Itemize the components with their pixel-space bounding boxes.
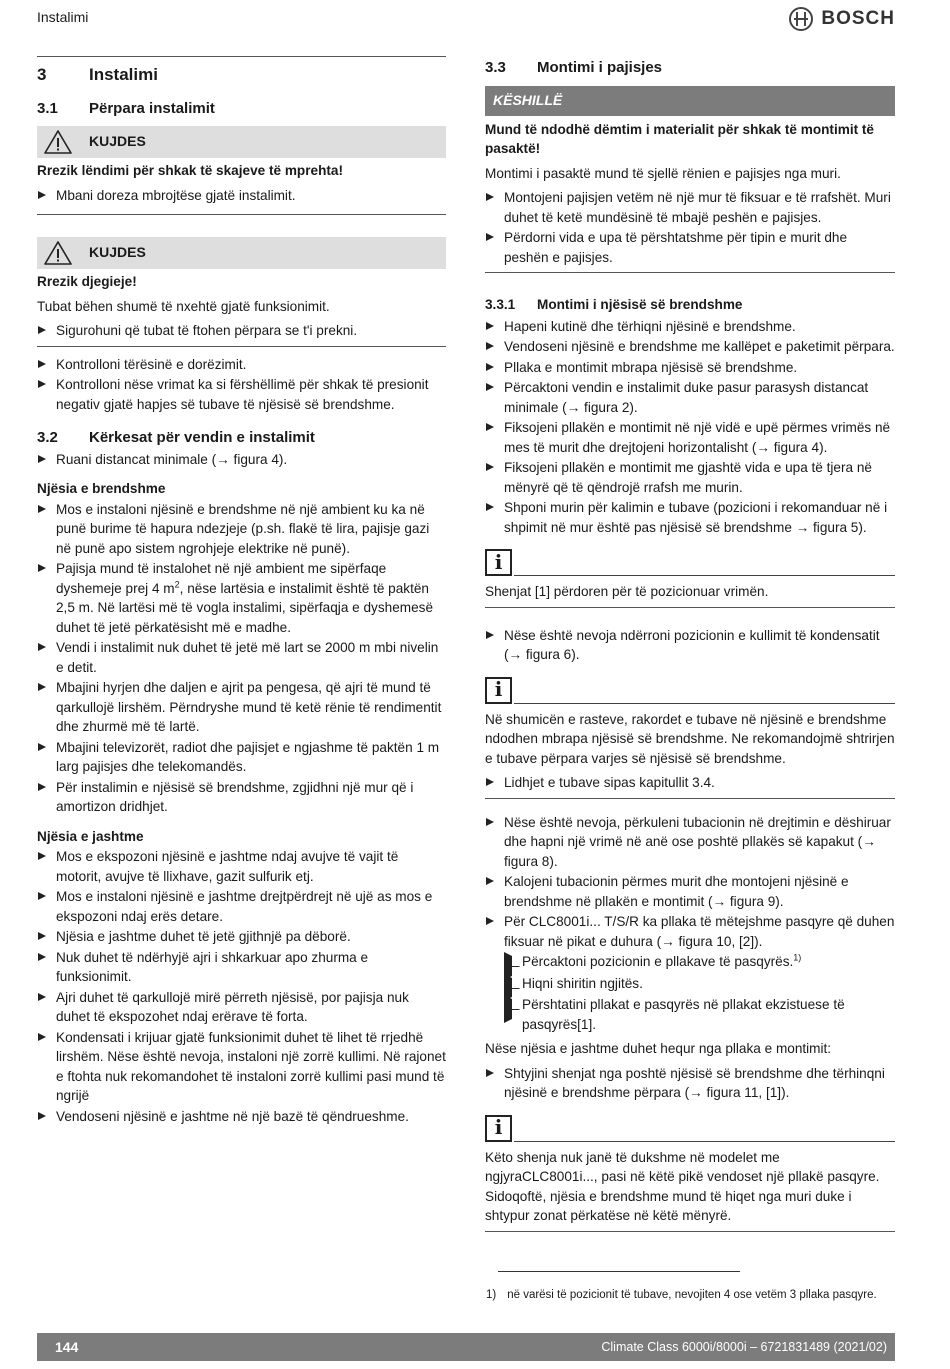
warning-triangle-icon [43, 240, 73, 266]
subsection-title: Kërkesat për vendin e instalimit [89, 429, 315, 446]
subsection-number: 3.3 [485, 59, 506, 76]
text-fragment: Për CLC8001i... T/S/R ka pllaka të mëtejshme pasqyre që duhen fiksuar në pikat e duhura (→ figura 10, [2]). [504, 914, 895, 949]
section-rule [37, 56, 446, 57]
page-number: 144 [55, 1339, 79, 1355]
warning-triangle-icon [43, 129, 73, 155]
list-item: Përdorni vida e upa të përshtatshme për tipin e murit dhe peshën e pajisjes. [485, 228, 895, 267]
dash-item: – Përshtatini pllakat e pasqyrës në pllakat ekzistuese të pasqyrës[1]. [504, 995, 895, 1034]
list-item: Nuk duhet të ndërhyjë ajri i shkarkuar apo zhurma e funksionimit. [37, 948, 446, 987]
mirror-steps [504, 952, 895, 1034]
list-item: Mos e ekspozoni njësinë e jashtme ndaj avujve të vajit të motorit, avujve të llixhave, gazit sulfurik etj. [37, 847, 446, 886]
notice-heading: Mund të ndodhë dëmtim i materialit për shkak të montimit të pasaktë! [485, 121, 874, 156]
list-item: Vendoseni njësinë e jashtme në një bazë të qëndrueshme. [37, 1107, 446, 1127]
bosch-logo [789, 7, 895, 31]
list-item: Lidhjet e tubave sipas kapitullit 3.4. [485, 773, 895, 793]
list-item: Ruani distancat minimale (→ figura 4). [37, 450, 446, 470]
notice-list [485, 188, 895, 267]
list-item: Kondensati i krijuar gjatë funksionimit duhet të lihet të rrjedhë lirshëm. Nëse është nevoja, instaloni një zorrë kullimi. Në rajonet e ftohta nuk rekomandohet të instaloni zorrë kullimi pasi mund të ngrijë [37, 1028, 446, 1106]
notice-banner: KËSHILLË [485, 86, 895, 116]
info-header [485, 549, 895, 576]
text-fragment: Pajisja mund të instalohet në një ambient me sipërfaqe dyshemeje prej 4 m [56, 561, 387, 596]
subsection-number: 3.1 [37, 99, 58, 117]
caution-list [37, 186, 446, 206]
info-header [485, 677, 895, 704]
subsubsection-title: Montimi i njësisë së brendshme [537, 297, 743, 312]
brand-name: BOSCH [821, 8, 895, 29]
footnote-rule [498, 1271, 740, 1272]
list-item: Ajri duhet të qarkullojë mirë përreth njësisë, por pajisja nuk duhet të ekspozohet ndaj erërave të forta. [37, 988, 446, 1027]
subsection-heading [485, 58, 895, 78]
list-item: Vendi i instalimit nuk duhet të jetë më lart se 2000 m mbi nivelin e detit. [37, 638, 446, 677]
caution-list [37, 321, 446, 341]
check-list [37, 355, 446, 415]
right-column [485, 58, 895, 1232]
subsection-title: Përpara instalimit [89, 99, 215, 117]
block-rule [485, 1231, 895, 1232]
list-item: Për instalimin e njësisë së brendshme, zgjidhni një mur që i amortizon dridhjet. [37, 778, 446, 817]
indoor-list [37, 500, 446, 817]
info-icon: i [485, 1115, 512, 1142]
drain-list [485, 626, 895, 665]
subsubsection-heading [485, 295, 895, 315]
caution-label: KUJDES [89, 244, 146, 261]
block-rule [485, 798, 895, 799]
list-item: Shponi murin për kalimin e tubave (pozicioni i rekomanduar në i shpimit në mur është pas njësisë së brendshme → figura 5). [485, 498, 895, 537]
list-item: Mbani doreza mbrojtëse gjatë instalimit. [37, 186, 446, 206]
list-item: Sigurohuni që tubat të ftohen përpara se t'i prekni. [37, 321, 446, 341]
info-text: Shenjat [1] përdoren për të pozicionuar vrimën. [485, 584, 769, 599]
piping-list [485, 813, 895, 1035]
info-list [485, 773, 895, 793]
list-item: Hapeni kutinë dhe tërhiqni njësinë e brendshme. [485, 317, 895, 337]
footnote-number: 1) [486, 1289, 497, 1301]
outdoor-heading: Njësia e jashtme [37, 828, 144, 844]
caution-banner [37, 126, 446, 158]
caution-heading: Rrezik lëndimi për shkak të skajeve të mprehta! [37, 163, 343, 178]
section-number: 3 [37, 65, 47, 84]
caution-banner [37, 237, 446, 269]
section-title: Instalimi [89, 65, 158, 84]
subsubsection-number: 3.3.1 [485, 297, 516, 312]
mounting-list [485, 317, 895, 538]
document-reference: Climate Class 6000i/8000i – 6721831489 (2021/02) [601, 1340, 887, 1354]
text-fragment: , nëse lartësia e instalimit është të paktën 2,5 m. Në lartësi më të vogla instalimi, sipërfaqja e dyshemesë duhet të jetë përkatësisht më e madhe. [56, 580, 434, 635]
list-item: Mos e instaloni njësinë e brendshme në një ambient ku ka në punë burime të hapura ndezjeje (p.sh. flakë të lira, pajisje gazi në punë apo sistem ngrohjeje elektrike në punë). [37, 500, 446, 559]
list-item: Mbajini hyrjen dhe daljen e ajrit pa pengesa, që ajri të mund të qarkullojë lirshëm. Përndryshe mund të ketë rënie të rendimentit dhe zhurmë më të lartë. [37, 678, 446, 737]
bosch-armature-icon [789, 7, 813, 31]
block-rule [37, 346, 446, 347]
footnote-ref: 1) [793, 952, 802, 963]
subsection-number: 3.2 [37, 429, 58, 446]
caution-label: KUJDES [89, 133, 146, 150]
info-rule [514, 703, 895, 704]
subsection-heading [37, 428, 446, 448]
list-item: Mos e instaloni njësinë e jashtme drejtpërdrejt në ujë as mos e ekspozoni ndaj erës detare. [37, 887, 446, 926]
list-item: Përcaktoni vendin e instalimit duke pasur parasysh distancat minimale (→ figura 2). [485, 378, 895, 417]
outdoor-list [37, 847, 446, 1126]
caution-text: Tubat bëhen shumë të nxehtë gjatë funksionimit. [37, 298, 330, 314]
list-item: Nëse është nevoja ndërroni pozicionin e kullimit të kondensatit (→ figura 6). [485, 626, 895, 665]
indoor-heading: Njësia e brendshme [37, 481, 166, 496]
left-column [37, 56, 446, 1131]
section-heading [37, 65, 446, 85]
block-rule [485, 607, 895, 608]
list-item: Shtyjini shenjat nga poshtë njësisë së brendshme dhe tërhinqni njësinë e brendshme përpara (→ figura 11, [1]). [485, 1064, 895, 1103]
dash-item: – Hiqni shiritin ngjitës. [504, 974, 895, 994]
list-item: Kontrolloni nëse vrimat ka si fërshëllimë për shkak të presionit negativ gjatë hapjes së tubave të njësisë së brendshme. [37, 375, 446, 414]
removal-text: Nëse njësia e jashtme duhet hequr nga pllaka e montimit: [485, 1041, 832, 1056]
superscript: 2 [174, 578, 180, 589]
requirements-list [37, 450, 446, 470]
list-item: Njësia e jashtme duhet të jetë gjithnjë pa dëborë. [37, 927, 446, 947]
list-item: Kalojeni tubacionin përmes murit dhe montojeni njësinë e brendshme në pllakën e montimit (→ figura 9). [485, 872, 895, 911]
info-icon: i [485, 549, 512, 576]
info-rule [514, 1141, 895, 1142]
list-item: Nëse është nevoja, përkuleni tubacionin në drejtimin e dëshiruar dhe hapni një vrimë në anë ose poshtë pllakës së kapakut (→ figura 8). [485, 813, 895, 872]
caution-heading: Rrezik djegieje! [37, 274, 137, 289]
list-item: Kontrolloni tërësinë e dorëzimit. [37, 355, 446, 375]
page-footer [37, 1333, 895, 1361]
subsection-heading [37, 99, 446, 119]
list-item: Mbajini televizorët, radiot dhe pajisjet e ngjashme të paktën 1 m larg pajisjes dhe telekomandës. [37, 738, 446, 777]
removal-list [485, 1064, 895, 1103]
footnote-text: në varësi të pozicionit të tubave, nevojiten 4 ose vetëm 3 pllaka pasqyre. [507, 1289, 877, 1301]
list-item: Montojeni pajisjen vetëm në një mur të fiksuar e të rrafshët. Muri duhet të ketë mundësinë të mbajë peshën e pajisjes. [485, 188, 895, 227]
text-fragment: Përcaktoni pozicionin e pllakave të pasqyrës. [522, 954, 794, 969]
footnote [486, 1289, 877, 1301]
info-icon: i [485, 677, 512, 704]
list-item [37, 559, 446, 637]
running-header: Instalimi [37, 9, 89, 25]
notice-text: Montimi i pasaktë mund të sjellë rënien e pajisjes nga muri. [485, 165, 841, 181]
subsection-title: Montimi i pajisjes [537, 59, 663, 76]
info-header [485, 1115, 895, 1142]
list-item: Vendoseni njësinë e brendshme me kallëpet e paketimit përpara. [485, 337, 895, 357]
block-rule [37, 214, 446, 215]
list-item: Fiksojeni pllakën e montimit në një vidë e upë përmes vrimës në mes të murit dhe drejtojeni horizontalisht (→ figura 4). [485, 418, 895, 457]
list-item [485, 912, 895, 1034]
dash-item [504, 952, 895, 972]
block-rule [485, 272, 895, 273]
list-item: Pllaka e montimit mbrapa njësisë së brendshme. [485, 358, 895, 378]
info-rule [514, 575, 895, 576]
list-item: Fiksojeni pllakën e montimit me gjashtë vida e upa të tjera në mënyrë që të qëndrojë rrafsh me murin. [485, 458, 895, 497]
info-text: Në shumicën e rasteve, rakordet e tubave në njësinë e brendshme ndodhen mbrapa njësisë së brendshme. Ne rekomandojmë shtrirjen e tubave përpara varjes së njësisë së brendshme. [485, 711, 895, 766]
info-text: Këto shenja nuk janë të dukshme në modelet me ngjyraCLC8001i..., pasi në këtë pikë vendoset një pllakë pasqyre. Sidoqoftë, njësia e brendshme mund të hiqet nga muri duke i shtypur zonat përkatëse në këtë mënyrë. [485, 1149, 880, 1223]
